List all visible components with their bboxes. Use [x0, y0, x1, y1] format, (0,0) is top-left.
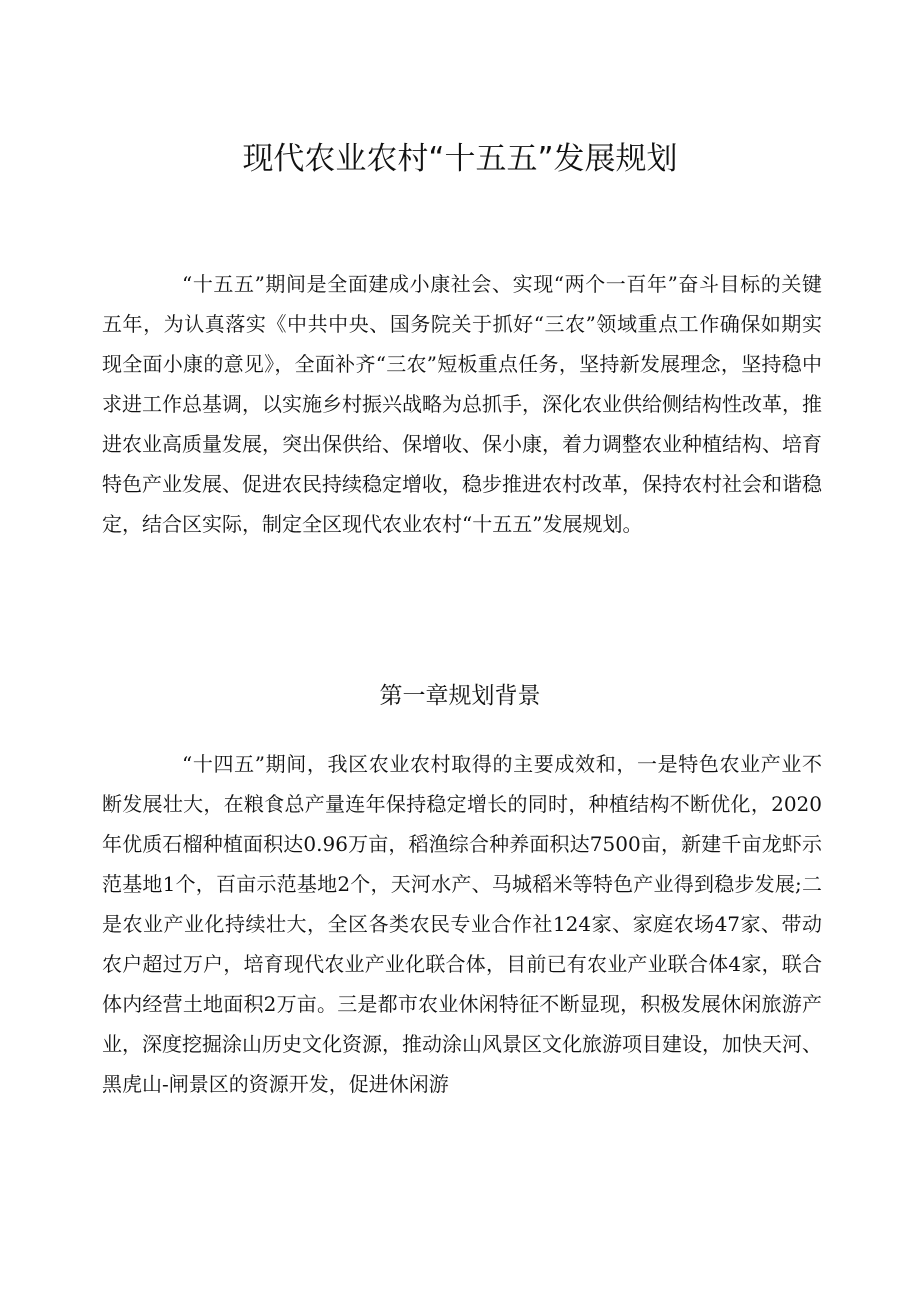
- chapter-paragraph: “十四五”期间，我区农业农村取得的主要成效和，一是特色农业产业不断发展壮大，在粮食总产量连年保持稳定增长的同时，种植结构不断优化，2020年优质石榴种植面积达0.96万亩，稻渔综合种养面积达7500亩，新建千亩龙虾示范基地1个，百亩示范基地2个，天河水产、马城稻米等特色产业得到稳步发展;二是农业产业化持续壮大，全区各类农民专业合作社124家、家庭农场47家、带动农户超过万户，培育现代农业产业化联合体，目前已有农业产业联合体4家，联合体内经营土地面积2万亩。三是都市农业休闲特征不断显现，积极发展休闲旅游产业，深度挖掘涂山历史文化资源，推动涂山风景区文化旅游项目建设，加快天河、黑虎山-闸景区的资源开发，促进休闲游: [102, 752, 822, 1096]
- intro-paragraph: “十五五”期间是全面建成小康社会、实现“两个一百年”奋斗目标的关键五年，为认真落实《中共中央、国务院关于抓好“三农”领域重点工作确保如期实现全面小康的意见》，全面补齐“三农”短板重点任务，坚持新发展理念，坚持稳中求进工作总基调，以实施乡村振兴战略为总抓手，深化农业供给侧结构性改革，推进农业高质量发展，突出保供给、保增收、保小康，着力调整农业种植结构、培育特色产业发展、促进农民持续稳定增收，稳步推进农村改革，保持农村社会和谐稳定，结合区实际，制定全区现代农业农村“十五五”发展规划。: [102, 272, 822, 536]
- document-title: 现代农业农村“十五五”发展规划: [242, 141, 678, 177]
- chapter-heading: 第一章规划背景: [379, 683, 541, 709]
